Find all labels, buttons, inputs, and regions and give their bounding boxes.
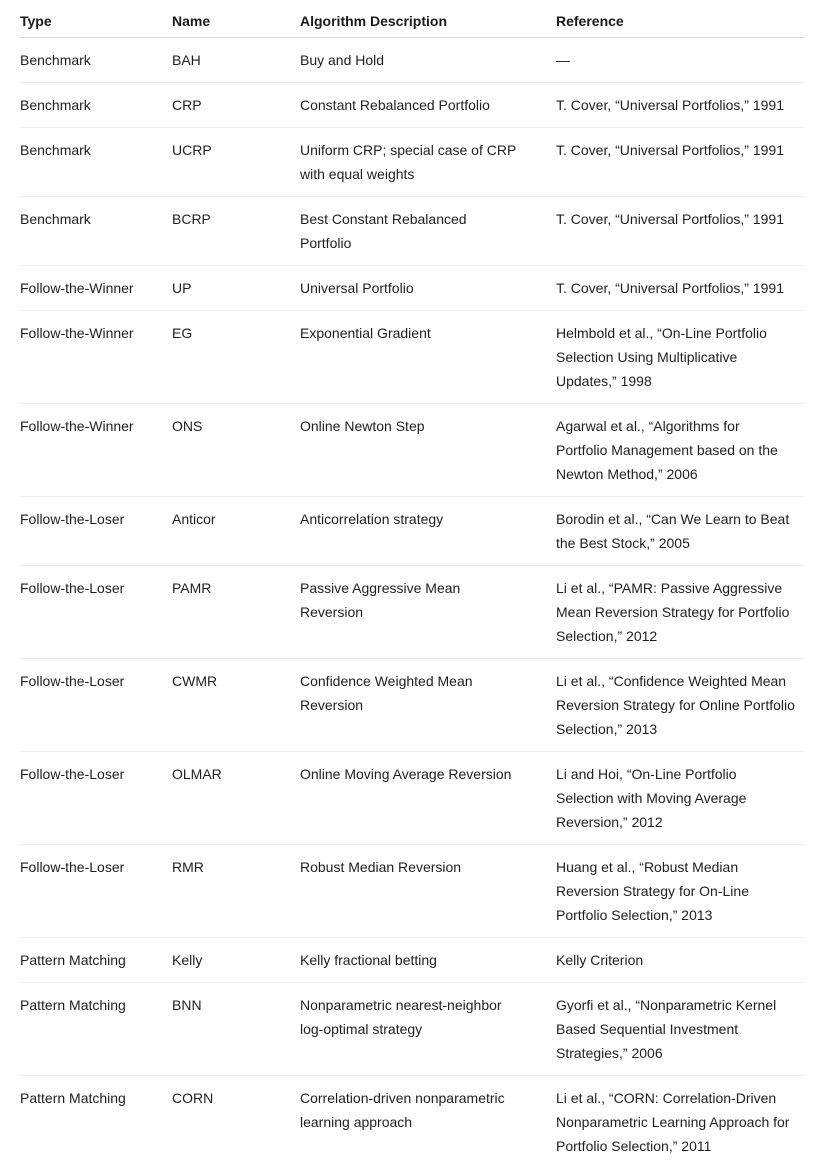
table-row bbox=[20, 938, 804, 983]
cell-type: Pattern Matching bbox=[20, 938, 172, 983]
cell-reference: Agarwal et al., “Algorithms for Portfolio Management based on the Newton Method,” 2006 bbox=[556, 404, 804, 497]
cell-type: Follow-the-Loser bbox=[20, 497, 172, 566]
table-row bbox=[20, 752, 804, 845]
cell-type: Follow-the-Winner bbox=[20, 266, 172, 311]
cell-name: RMR bbox=[172, 845, 300, 938]
cell-reference: Li and Hoi, “On-Line Portfolio Selection with Moving Average Reversion,” 2012 bbox=[556, 752, 804, 845]
cell-type: Follow-the-Loser bbox=[20, 659, 172, 752]
cell-description: Online Moving Average Reversion bbox=[300, 752, 556, 845]
cell-reference: Li et al., “CORN: Correlation-Driven Nonparametric Learning Approach for Portfolio Selection,” 2011 bbox=[556, 1090, 790, 1154]
cell-type: Follow-the-Loser bbox=[20, 566, 172, 659]
cell-name: EG bbox=[172, 311, 300, 404]
cell-description: Constant Rebalanced Portfolio bbox=[300, 83, 556, 128]
cell-name: BNN bbox=[172, 983, 300, 1076]
cell-type: Follow-the-Loser bbox=[20, 845, 172, 938]
cell-description: Nonparametric nearest-neighbor log-optimal strategy bbox=[300, 983, 556, 1076]
cell-reference: — bbox=[556, 38, 804, 83]
cell-name: UCRP bbox=[172, 128, 300, 197]
table-row bbox=[20, 983, 804, 1076]
cell-name: BCRP bbox=[172, 197, 300, 266]
cell-description: Passive Aggressive Mean Reversion bbox=[300, 566, 556, 659]
cell-name: CWMR bbox=[172, 659, 300, 752]
table-row bbox=[20, 38, 804, 83]
cell-type: Benchmark bbox=[20, 197, 172, 266]
table-row bbox=[20, 566, 804, 659]
cell-name: Anticor bbox=[172, 497, 300, 566]
cell-reference: Li et al., “PAMR: Passive Aggressive Mean Reversion Strategy for Portfolio Selection,” 2012 bbox=[556, 566, 804, 659]
algorithms-table bbox=[20, 0, 804, 1168]
cell-reference: Gyorfi et al., “Nonparametric Kernel Based Sequential Investment Strategies,” 2006 bbox=[556, 983, 804, 1076]
cell-type: Follow-the-Winner bbox=[20, 311, 172, 404]
cell-description: Uniform CRP; special case of CRP with equal weights bbox=[300, 128, 556, 197]
cell-type: Follow-the-Winner bbox=[20, 404, 172, 497]
table-row bbox=[20, 266, 804, 311]
cell-type: Benchmark bbox=[20, 83, 172, 128]
algorithms-table-container bbox=[20, 0, 804, 1168]
cell-description: Correlation-driven nonparametric learning approach bbox=[300, 1090, 505, 1130]
header-reference: Reference bbox=[556, 0, 804, 38]
cell-description: Confidence Weighted Mean Reversion bbox=[300, 659, 556, 752]
cell-description: Exponential Gradient bbox=[300, 311, 556, 404]
cell-description: Anticorrelation strategy bbox=[300, 497, 556, 566]
cell-type: Benchmark bbox=[20, 38, 172, 83]
cell-reference: Borodin et al., “Can We Learn to Beat the Best Stock,” 2005 bbox=[556, 497, 804, 566]
cell-name: CRP bbox=[172, 83, 300, 128]
table-row bbox=[20, 197, 804, 266]
table-header-row bbox=[20, 0, 804, 38]
cell-reference: Li et al., “Confidence Weighted Mean Reversion Strategy for Online Portfolio Selection,” 2013 bbox=[556, 659, 804, 752]
table-row bbox=[20, 845, 804, 938]
table-row bbox=[20, 404, 804, 497]
cell-name: ONS bbox=[172, 404, 300, 497]
cell-reference: T. Cover, “Universal Portfolios,” 1991 bbox=[556, 83, 804, 128]
table-row bbox=[20, 1076, 804, 1169]
cell-name: CORN bbox=[172, 1090, 214, 1106]
cell-reference: T. Cover, “Universal Portfolios,” 1991 bbox=[556, 197, 804, 266]
cell-description: Kelly fractional betting bbox=[300, 938, 556, 983]
cell-description: Buy and Hold bbox=[300, 38, 556, 83]
cell-type: Pattern Matching bbox=[20, 1090, 126, 1106]
table-row bbox=[20, 659, 804, 752]
table-row bbox=[20, 128, 804, 197]
cell-description: Best Constant Rebalanced Portfolio bbox=[300, 197, 556, 266]
header-name: Name bbox=[172, 0, 300, 38]
header-description: Algorithm Description bbox=[300, 0, 556, 38]
cell-name: OLMAR bbox=[172, 752, 300, 845]
cell-reference: T. Cover, “Universal Portfolios,” 1991 bbox=[556, 128, 804, 197]
cell-reference: Kelly Criterion bbox=[556, 938, 804, 983]
table-row bbox=[20, 83, 804, 128]
cell-type: Pattern Matching bbox=[20, 983, 172, 1076]
header-type: Type bbox=[20, 0, 172, 38]
cell-name: Kelly bbox=[172, 938, 300, 983]
cell-name: BAH bbox=[172, 38, 300, 83]
cell-reference: Huang et al., “Robust Median Reversion Strategy for On-Line Portfolio Selection,” 2013 bbox=[556, 845, 804, 938]
cell-description: Universal Portfolio bbox=[300, 266, 556, 311]
cell-type: Benchmark bbox=[20, 128, 172, 197]
cell-type: Follow-the-Loser bbox=[20, 752, 172, 845]
cell-reference: T. Cover, “Universal Portfolios,” 1991 bbox=[556, 266, 804, 311]
table-row bbox=[20, 311, 804, 404]
cell-name: PAMR bbox=[172, 566, 300, 659]
cell-description: Robust Median Reversion bbox=[300, 845, 556, 938]
cell-name: UP bbox=[172, 266, 300, 311]
cell-description: Online Newton Step bbox=[300, 404, 556, 497]
cell-reference: Helmbold et al., “On-Line Portfolio Selection Using Multiplicative Updates,” 1998 bbox=[556, 311, 804, 404]
table-row bbox=[20, 497, 804, 566]
